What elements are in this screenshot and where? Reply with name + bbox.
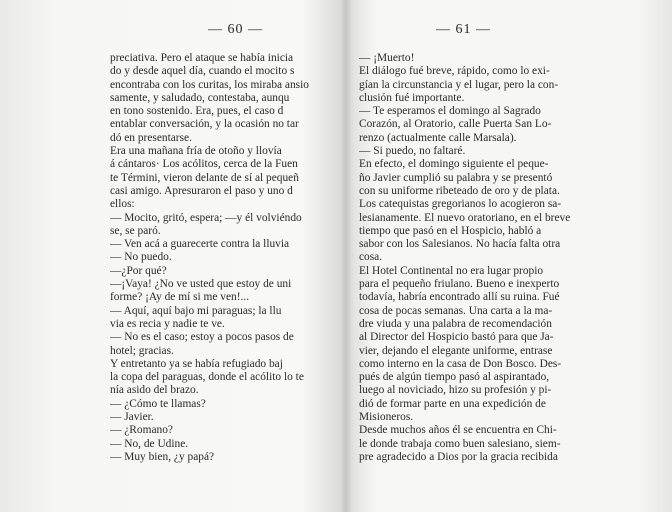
text-line: Corazón, al Oratorio, calle Puerta San Lo-: [359, 118, 552, 131]
text-line: lesianamente. El nuevo oratoriano, en el breve: [359, 211, 571, 224]
text-line: le donde trabaja como buen salesiano, siem-: [359, 437, 561, 450]
text-line: — ¡Muerto!: [359, 52, 415, 64]
text-line: — Si puedo, no faltaré.: [359, 145, 466, 158]
text-line: nía asido del brazo.: [110, 384, 199, 397]
left-page-text: [110, 52, 346, 464]
text-line: — Javier.: [110, 411, 154, 424]
text-line: — ¿Romano?: [110, 424, 173, 437]
text-line: — Aquí, aquí bajo mi paraguas; la llu: [110, 304, 282, 317]
text-line: renzo (actualmente calle Marsala).: [359, 131, 517, 144]
text-line: en tono sostenido. Era, pues, el caso d: [110, 105, 284, 118]
text-line: —¡Vaya! ¿No ve usted que estoy de uni: [110, 278, 292, 291]
text-line: forme? ¡Ay de mí si me ven!...: [110, 291, 250, 304]
text-line: la copa del paraguas, donde el acólito lo te: [110, 371, 304, 384]
text-line: clusión fué importante.: [359, 91, 465, 104]
text-line: ellos:: [110, 198, 135, 211]
text-line: cosa.: [359, 251, 383, 264]
text-line: te Términi, vieron delante de sí al pequeñ: [110, 171, 299, 184]
text-line: dre viuda y una palabra de recomendación: [359, 317, 552, 330]
text-line: entablar conversación, y la ocasión no tar: [110, 118, 299, 131]
text-line: El diálogo fué breve, rápido, como lo exi-: [359, 65, 550, 78]
text-line: preciativa. Pero el ataque se había inicia: [110, 52, 294, 64]
text-line: El Hotel Continental no era lugar propio: [359, 264, 544, 277]
text-line: Desde muchos años él se encuentra en Chi-: [359, 424, 557, 437]
left-page-number: — 60 —: [208, 22, 263, 37]
text-line: á cántaros· Los acólitos, cerca de la Fuen: [110, 158, 298, 171]
text-line: — No es el caso; estoy a pocos pasos de: [110, 331, 294, 344]
text-line: se, se paró.: [110, 224, 161, 237]
text-line: En efecto, el domingo siguiente el peque-: [359, 158, 549, 171]
text-line: para el pequeño friulano. Bueno e inexperto: [359, 278, 560, 291]
text-line: con su uniforme ribeteado de oro y de plata.: [359, 184, 560, 197]
text-line: dió de formar parte en una expedición de: [359, 397, 546, 410]
text-line: Y entretanto ya se había refugiado baj: [110, 357, 283, 370]
right-page-text: [359, 52, 659, 464]
text-line: —¿Por qué?: [110, 264, 167, 277]
text-line: samente, y saludado, contestaba, aunqu: [110, 91, 290, 104]
text-line: dó en presentarse.: [110, 131, 192, 144]
text-line: — Ven acá a guarecerte contra la lluvia: [110, 238, 290, 251]
text-line: — Te esperamos el domingo al Sagrado: [359, 105, 541, 118]
text-line: pre agradecido a Dios por la gracia recibida: [359, 450, 558, 463]
text-line: Misioneros.: [359, 411, 414, 424]
text-line: via es recia y nadie te ve.: [110, 317, 225, 330]
text-line: encontraba con los curitas, los miraba ansio: [110, 78, 309, 91]
text-line: — No, de Udine.: [110, 437, 189, 450]
text-line: — Mocito, gritó, espera; —y él volviéndo: [110, 211, 302, 224]
text-line: tiempo que pasó en el Hospicio, habló a: [359, 224, 542, 237]
right-page-number: — 61 —: [436, 22, 491, 37]
text-line: cosa de pocas semanas. Una carta a la ma-: [359, 304, 553, 317]
text-line: Los catequistas gregorianos lo acogieron sa-: [359, 198, 562, 211]
text-line: do y desde aquel día, cuando el mocito s: [110, 65, 295, 78]
text-line: casi amigo. Apresuraron el paso y uno d: [110, 184, 293, 197]
text-line: Era una mañana fría de otoño y llovía: [110, 145, 282, 158]
text-line: al Director del Hospicio bastó para que Ja-: [359, 331, 554, 344]
text-line: como interno en la casa de Don Bosco. Des-: [359, 357, 562, 370]
text-line: gían la circunstancia y el lugar, pero la con-: [359, 78, 559, 91]
text-line: — ¿Cómo te llamas?: [110, 397, 206, 410]
right-page: [350, 0, 672, 512]
text-line: vier, dejando el elegante uniforme, entrase: [359, 344, 553, 357]
text-line: — Muy bien, ¿y papá?: [110, 450, 215, 463]
text-line: todavía, habría encontrado allí su ruina. Fué: [359, 291, 560, 304]
text-line: luego al noviciado, hizo su profesión y pi-: [359, 384, 552, 397]
text-line: pués de algún tiempo pasó al aspirantado,: [359, 371, 550, 384]
text-line: — No puedo.: [110, 251, 172, 264]
text-line: sabor con los Salesianos. No hacía falta otra: [359, 238, 561, 251]
text-line: hotel; gracias.: [110, 344, 174, 357]
text-line: ño Javier cumplió su palabra y se presentó: [359, 171, 553, 184]
